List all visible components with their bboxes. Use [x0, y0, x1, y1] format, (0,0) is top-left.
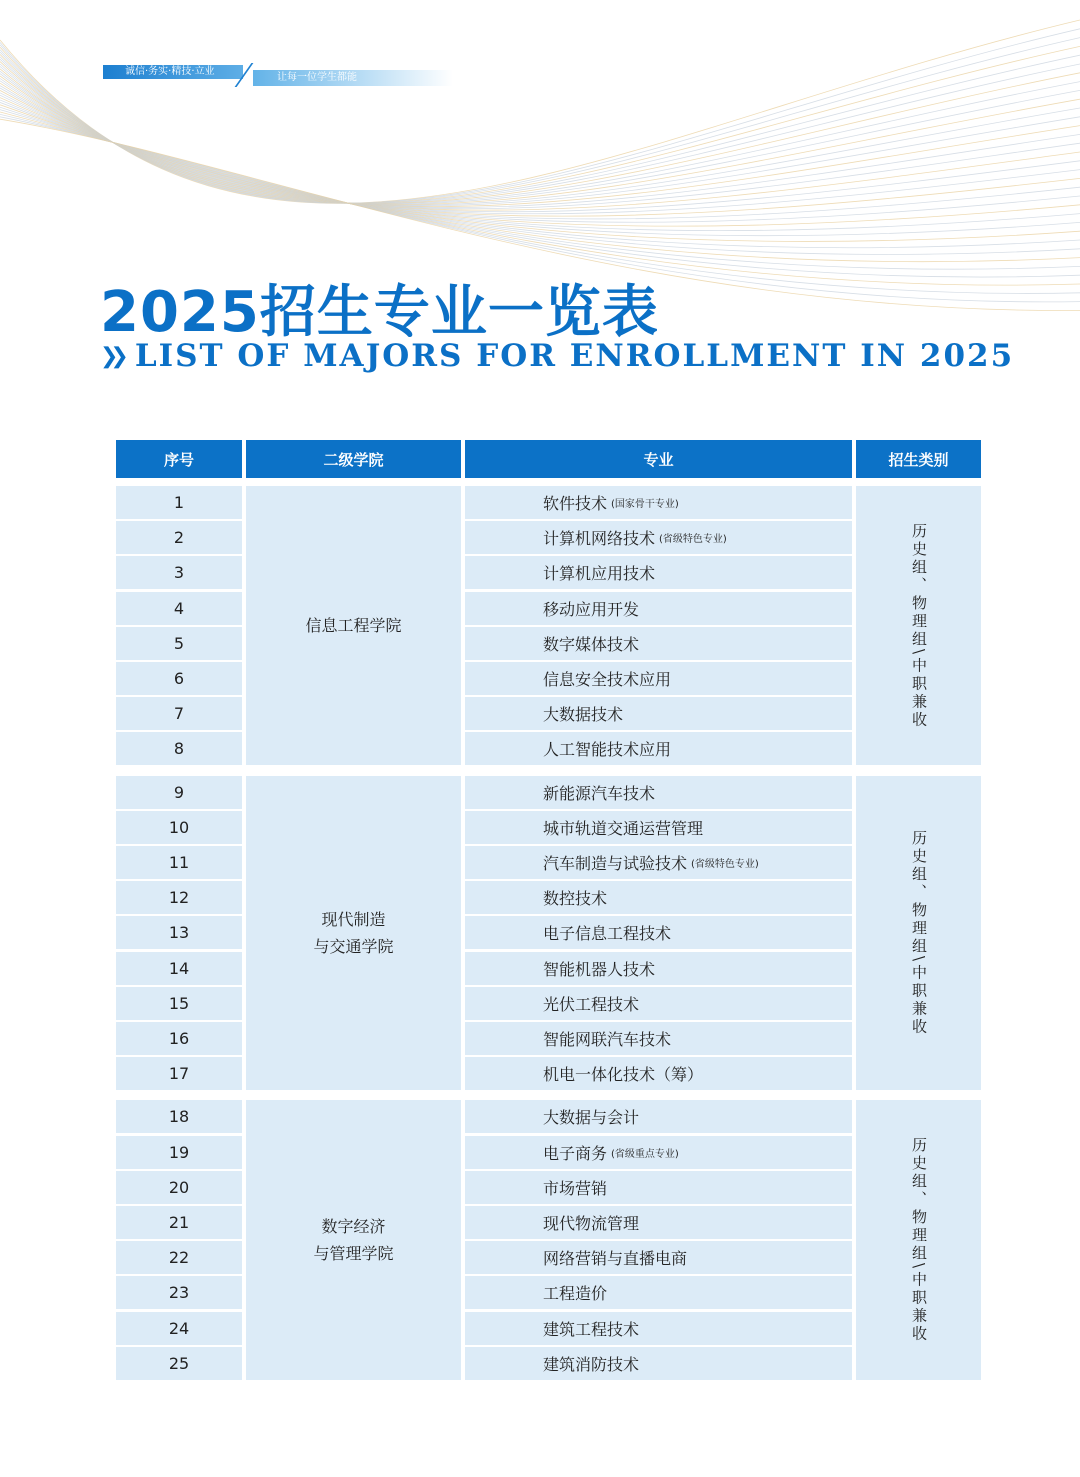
row-index: 10 [116, 811, 242, 844]
major-cell [465, 592, 852, 625]
row-index: 20 [116, 1171, 242, 1204]
major-name: 智能网联汽车技术 [543, 1030, 672, 1049]
college-name: 数字经济 与管理学院 [313, 1217, 394, 1264]
header-index: 序号 [116, 440, 242, 478]
major-cell [465, 987, 852, 1020]
row-index: 14 [116, 952, 242, 985]
major-cell [465, 916, 852, 949]
college-cell [246, 486, 461, 765]
row-index: 3 [116, 556, 242, 589]
wave-line [0, 86, 1080, 219]
major-cell [465, 627, 852, 660]
double-chevron-icon: ❯❯ [100, 343, 121, 369]
major-cell [465, 556, 852, 589]
major-name: 电子信息工程技术 [543, 924, 672, 944]
page-subtitle: LIST OF MAJORS FOR ENROLLMENT IN 2025 [134, 338, 1015, 374]
row-index: 4 [116, 592, 242, 625]
major-name: 智能机器人技术 [543, 959, 656, 979]
row-index: 25 [116, 1347, 242, 1380]
row-index: 18 [116, 1100, 242, 1133]
major-name: 信息安全技术应用 [543, 670, 672, 689]
row-index: 17 [116, 1057, 242, 1090]
row-index: 22 [116, 1241, 242, 1274]
wave-line [0, 112, 1080, 285]
major-cell [465, 697, 852, 730]
major-name: 数字媒体技术 [543, 634, 640, 654]
wave-line [0, 20, 1080, 203]
row-index: 2 [116, 521, 242, 554]
major-cell [465, 1206, 852, 1239]
major-name: 建筑工程技术 [543, 1319, 640, 1339]
major-cell [465, 1241, 852, 1274]
major-cell [465, 1136, 852, 1169]
major-name: 计算机网络技术 [543, 529, 656, 549]
college-name: 信息工程学院 [305, 616, 402, 636]
major-cell [465, 1276, 852, 1309]
major-cell [465, 521, 852, 554]
page-subtitle-row [100, 338, 1014, 374]
major-note: (国家骨干专业) [611, 499, 679, 510]
major-name: 大数据与会计 [543, 1108, 640, 1128]
row-index: 19 [116, 1136, 242, 1169]
wave-line [0, 98, 1080, 242]
college-cell [246, 1100, 461, 1379]
wave-line [0, 78, 1080, 211]
major-name: 网络营销与直播电商 [543, 1249, 688, 1269]
category-cell [856, 486, 981, 765]
major-name: 电子商务 [543, 1143, 608, 1163]
major-name: 新能源汽车技术 [543, 783, 656, 803]
row-index: 21 [116, 1206, 242, 1239]
wave-line [0, 69, 1080, 207]
major-name: 机电一体化技术（筹） [543, 1065, 704, 1085]
major-cell [465, 1057, 852, 1090]
wave-line [0, 76, 1080, 210]
major-name: 数控技术 [543, 889, 608, 909]
wave-line [0, 64, 1080, 205]
major-cell [465, 732, 852, 765]
major-cell [465, 1100, 852, 1133]
category-text: 历史组、物理组\中职兼收 [910, 1137, 928, 1344]
major-name: 城市轨道交通运营管理 [543, 818, 704, 838]
header-category: 招生类别 [856, 440, 981, 478]
major-name: 工程造价 [543, 1284, 608, 1304]
major-name: 光伏工程技术 [543, 994, 640, 1014]
major-note: (省级特色专业) [691, 859, 759, 870]
header-major: 专业 [465, 440, 852, 478]
major-name: 市场营销 [543, 1178, 608, 1198]
major-name: 现代物流管理 [543, 1214, 640, 1233]
major-cell [465, 881, 852, 914]
major-name: 人工智能技术应用 [543, 740, 672, 760]
major-cell [465, 662, 852, 695]
row-index: 12 [116, 881, 242, 914]
row-index: 23 [116, 1276, 242, 1309]
major-cell [465, 1347, 852, 1380]
wave-line [0, 38, 1080, 204]
major-name: 大数据技术 [543, 705, 624, 725]
motto-tag: 诚信·务实·精技·立业 [103, 65, 243, 79]
major-cell [465, 1022, 852, 1055]
major-name: 汽车制造与试验技术 [543, 854, 688, 873]
row-index: 7 [116, 697, 242, 730]
category-text: 历史组、物理组\中职兼收 [910, 522, 928, 729]
wave-line [0, 83, 1080, 216]
row-index: 13 [116, 916, 242, 949]
wave-line [0, 114, 1080, 293]
category-cell [856, 1100, 981, 1379]
major-name: 计算机应用技术 [543, 564, 656, 584]
row-index: 24 [116, 1312, 242, 1345]
header-college: 二级学院 [246, 440, 461, 478]
major-name: 移动应用开发 [543, 599, 640, 619]
category-text: 历史组、物理组\中职兼收 [910, 829, 928, 1036]
major-note: (省级重点专业) [611, 1148, 679, 1160]
college-cell [246, 776, 461, 1091]
major-cell [465, 952, 852, 985]
row-index: 15 [116, 987, 242, 1020]
major-cell [465, 776, 852, 809]
major-note: (省级特色专业) [659, 534, 727, 546]
row-index: 5 [116, 627, 242, 660]
category-cell [856, 776, 981, 1091]
slogan-tag: 让每一位学生都能 [253, 70, 453, 86]
major-name: 建筑消防技术 [543, 1354, 640, 1374]
major-cell [465, 486, 852, 519]
major-name: 软件技术 [543, 494, 608, 513]
major-cell [465, 846, 852, 879]
wave-line [0, 29, 1080, 203]
row-index: 16 [116, 1022, 242, 1055]
row-index: 1 [116, 486, 242, 519]
major-cell [465, 1312, 852, 1345]
college-name: 现代制造 与交通学院 [313, 909, 394, 956]
row-index: 8 [116, 732, 242, 765]
major-cell [465, 1171, 852, 1204]
page-title: 2025招生专业一览表 [100, 280, 659, 345]
wave-line [0, 62, 1080, 205]
row-index: 9 [116, 776, 242, 809]
row-index: 11 [116, 846, 242, 879]
row-index: 6 [116, 662, 242, 695]
major-cell [465, 811, 852, 844]
